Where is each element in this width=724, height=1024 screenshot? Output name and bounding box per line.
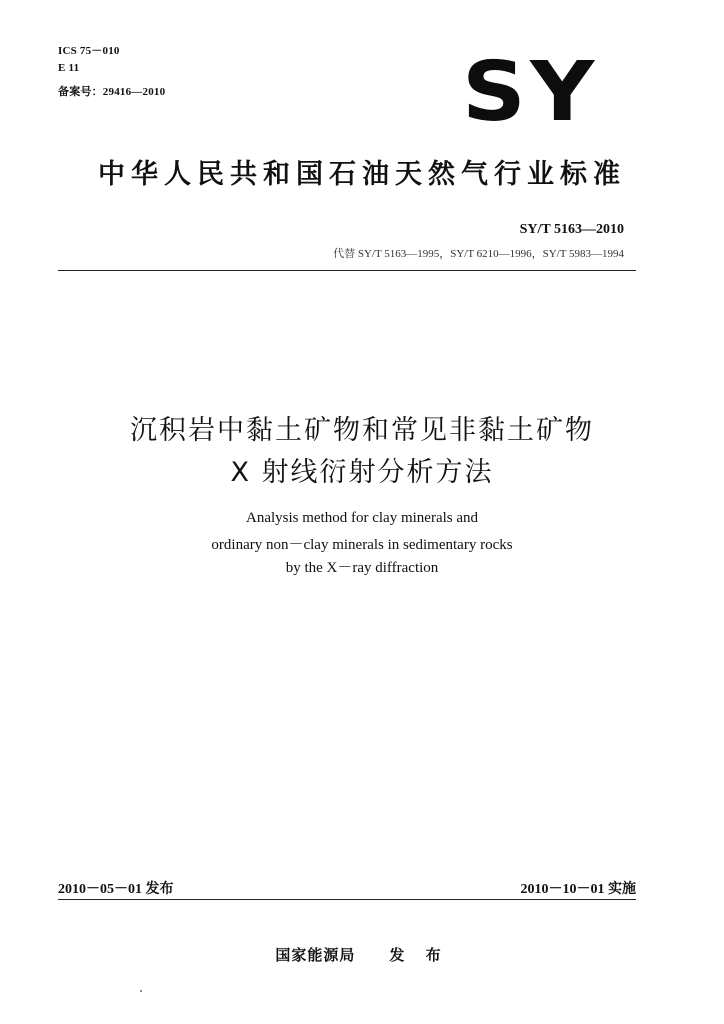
record-number: 备案号：29416—2010	[58, 86, 166, 98]
chinese-title-line-2: X 射线衍射分析方法	[230, 457, 494, 488]
ics-code: ICS 75－010	[58, 45, 120, 57]
implementation-date: 2010－10－01 实施	[520, 882, 636, 897]
replaced-standards: 代替 SY/T 5163—1995，SY/T 6210—1996，SY/T 5983—1994	[333, 248, 624, 260]
chinese-title-line-1: 沉积岩中黏土矿物和常见非黏土矿物	[130, 415, 594, 446]
issuing-authority: 国家能源局	[275, 946, 356, 964]
issue-date: 2010－05－01 发布	[58, 882, 174, 897]
issuer-block	[0, 944, 724, 965]
english-title-line-2: ordinary non－clay minerals in sedimentary rocks	[211, 537, 513, 553]
classification-code: E 11	[58, 62, 80, 74]
english-title-line-3: by the X－ray diffraction	[285, 560, 439, 576]
sy-logo: SY	[462, 45, 599, 140]
industry-standard-title: 中华人民共和国石油天然气行业标准	[98, 159, 626, 190]
top-divider	[58, 270, 636, 271]
standard-number: SY/T 5163—2010	[519, 222, 624, 237]
scan-speck	[140, 990, 142, 992]
issue-action: 发 布	[389, 946, 449, 964]
english-title-line-1: Analysis method for clay minerals and	[245, 510, 479, 526]
bottom-divider	[58, 899, 636, 900]
